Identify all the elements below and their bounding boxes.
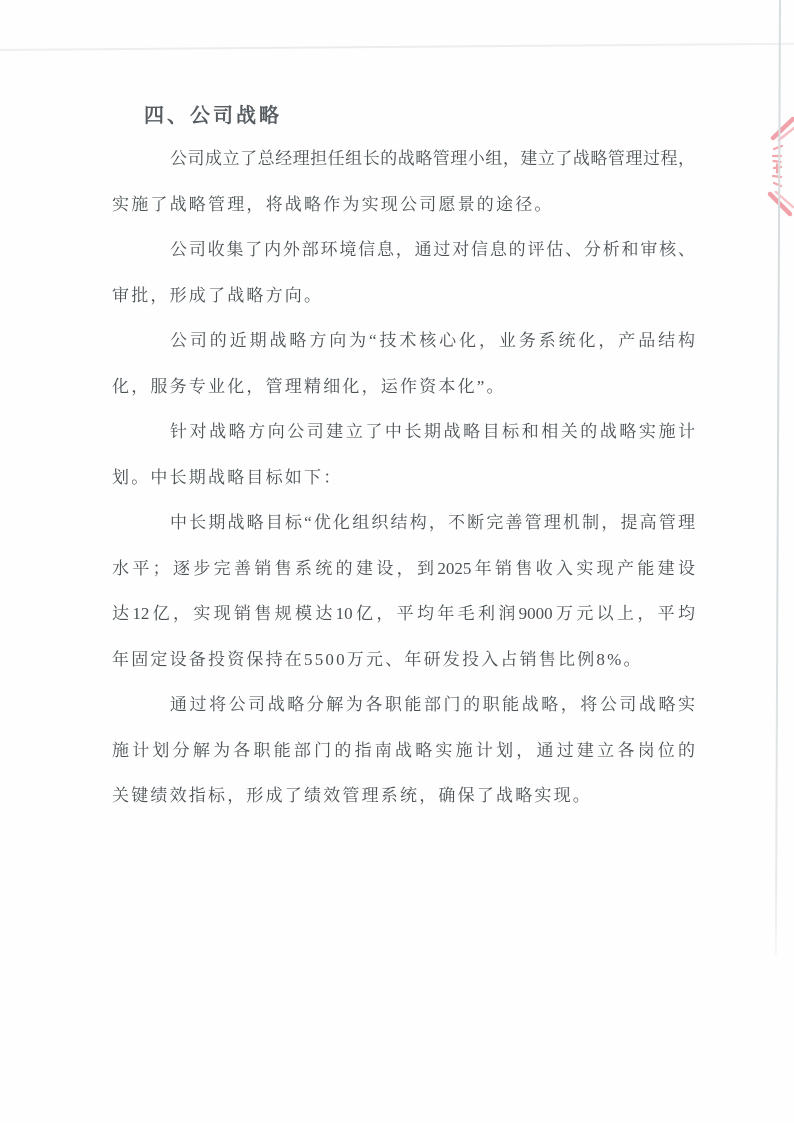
paragraph [112, 682, 695, 819]
paragraph [112, 227, 695, 318]
paragraph [112, 500, 695, 682]
paragraph [112, 318, 695, 409]
scan-artifact-line-top [0, 43, 794, 51]
paragraph [112, 409, 695, 500]
paragraph-line: 划。中长期战略目标如下： [112, 467, 343, 487]
paragraph-line: 审批，形成了战略方向。 [112, 285, 324, 305]
document-body [112, 136, 695, 819]
paragraph-line: 通过将公司战略分解为各职能部门的职能战略，将公司战略实 [170, 695, 695, 714]
section-heading: 四、公司战略 [144, 105, 282, 127]
paragraph-line: 中长期战略目标“优化组织结构，不断完善管理机制，提高管理 [170, 513, 695, 532]
paragraph-line: 公司成立了总经理担任组长的战略管理小组，建立了战略管理过程， [170, 149, 695, 168]
paragraph-line: 针对战略方向公司建立了中长期战略目标和相关的战略实施计 [170, 422, 695, 441]
paragraph-line: 水平；逐步完善销售系统的建设，到2025年销售收入实现产能建设 [112, 558, 695, 578]
red-seal-fragment-icon [760, 116, 794, 222]
paragraph-line: 公司的近期战略方向为“技术核心化，业务系统化，产品结构 [170, 331, 695, 350]
paragraph-line: 公司收集了内外部环境信息，通过对信息的评估、分析和审核、 [170, 240, 695, 259]
paragraph-line: 达12亿，实现销售规模达10亿，平均年毛利润9000万元以上，平均 [112, 604, 695, 623]
paragraph-line: 关键绩效指标，形成了绩效管理系统，确保了战略实现。 [112, 786, 592, 805]
paragraph [112, 136, 695, 227]
paragraph-line: 化，服务专业化，管理精细化，运作资本化”。 [112, 376, 506, 396]
paragraph-line: 实施了战略管理，将战略作为实现公司愿景的途径。 [112, 194, 554, 214]
paragraph-line: 年固定设备投资保持在5500万元、年研发投入占销售比例8%。 [112, 649, 643, 669]
paragraph-line: 施计划分解为各职能部门的指南战略实施计划，通过建立各岗位的 [112, 740, 695, 760]
